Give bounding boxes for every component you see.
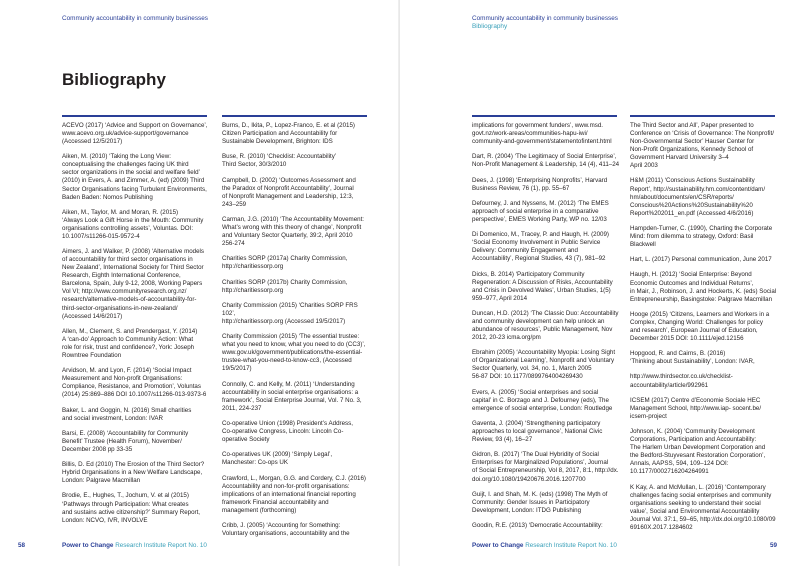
running-header <box>472 15 618 31</box>
reference-entry: H&M (2011) ‘Conscious Actions Sustainability Report’, http://sustainability.hm.com/content/dam/ hm/about/documents/en/CSR/reports/ Conscious%20Actions%20Sustainability%20 Report%202011_en.pdf (Accessed 4/6/2016) <box>630 177 766 217</box>
reference-entry: Haugh, H. (2012) ‘Social Enterprise: Beyond Economic Outcomes and Individual Returns’, in Mair, J., Robinson, J. and Hockerts, K. (eds) Social Entrepreneurship, Basingstoke: Palgrave Macmillan <box>630 271 777 303</box>
reference-entry: Dicks, B. 2014) ‘Participatory Community Regeneration: A Discussion of Risks, Accountability and Crisis in Devolved Wales’, Urban Studies, 1(5) 959–977, April 2014 <box>472 270 613 302</box>
reference-entry: Carman, J.G. (2010) ‘The Accountability Movement: What’s wrong with this theory of change’, Nonprofit and Voluntary Sector Quarterly, 39:2, April 2010 256-274 <box>222 215 365 248</box>
footer-report: Research Institute Report No. 10 <box>115 542 207 549</box>
reference-entry: Arvidson, M. and Lyon, F. (2014) ‘Social Impact Measurement and Non-profit Organisations: Compliance, Resistance, and Promotion’, Voluntas (2014) 25:869–886 DOI 10.1007/s11266-013-9373-6 <box>62 367 207 399</box>
reference-entry: Di Domenico, M., Tracey, P. and Haugh, H. (2009) ‘Social Economy Involvement in Public Service Delivery: Community Engagement and Accountability’, Regional Studies, 43 (7), 981–92 <box>472 231 609 263</box>
reference-entry: Gaventa, J. (2004) ‘Strengthening participatory approaches to local governance’, National Civic Review, 93 (4), 16–27 <box>472 420 603 444</box>
reference-entry: Barsi, E. (2008) ‘Accountability for Community Benefit’ Trustee (Health Forum), November/ December 2008 pp 33-35 <box>62 429 189 453</box>
reference-entry: Charity Commission (2015) ‘The essential trustee: what you need to know, what you need to do (CC3)’, www.gov.uk/government/publications/the-essential- trustee-what-you-need-to-know-cc3, (Accessed 19/5/2017) <box>222 333 366 373</box>
reference-entry: Aiken, M. (2010) ‘Taking the Long View: conceptualising the challenges facing UK third sector organizations in the social and welfare field’ (2010) in Evers, A. and Zimmer, A. (ed) (2009) Third Sector Organisations facing Turbulent Environments, Baden Baden: Nomos Publishing <box>62 153 207 201</box>
title-rule-column-2 <box>222 115 367 117</box>
reference-entry: Baker, L. and Goggin, N. (2016) Small charities and social investment, London: IVAR <box>62 406 192 422</box>
reference-entry: Co-operatives UK (2009) ‘Simply Legal’, Manchester: Co-ops UK <box>222 451 333 467</box>
reference-entry: Defourney, J. and Nyssens, M. (2012) ‘The EMES approach of social enterprise in a comparative perspective’, EMES Working Party, WP no. 12/03 <box>472 199 609 223</box>
reference-entry: Buse, R. (2010) ‘Checklist: Accountability’ Third Sector, 30/3/2010 <box>222 153 337 169</box>
reference-entry: Dees, J. (1998) ‘Enterprising Nonprofits’, Harvard Business Review, 76 (1), pp. 55–67 <box>472 176 608 192</box>
right-page <box>400 0 800 566</box>
running-header-title: Community accountability in community businesses <box>472 15 618 22</box>
reference-entry: ACEVO (2017) ‘Advice and Support on Governance’, www.acevo.org.uk/advice-support/governance (Accessed 12/5/2017) <box>62 122 208 146</box>
reference-entry: http://www.thirdsector.co.uk/checklist- accountability/article/992961 <box>630 373 733 389</box>
reference-entry: Hampden-Turner, C. (1990), Charting the Corporate Mind: from dilemma to strategy, Oxford: Basil Blackwell <box>630 224 773 248</box>
reference-entry: Brodie, E., Hughes, T., Jochum, V. et al (2015) ‘Pathways through Participation: What creates and sustains active citizenship?’ Summary Report, London: NCVO, IVR, INVOLVE <box>62 492 201 524</box>
reference-entry: Guijt, I. and Shah, M. K. (eds) (1998) The Myth of Community: Gender Issues in Participatory Development, London: ITDG Publishing <box>472 490 608 514</box>
running-header <box>62 15 208 23</box>
footer <box>472 542 617 549</box>
reference-entry: implications for government funders’, www.msd. govt.nz/work-areas/communities-hapu-iwi/ community-and-government/statementofintent.html <box>472 122 612 146</box>
reference-entry: Cribb, J. (2005) ‘Accounting for Something: Voluntary organisations, accountability and the <box>222 522 350 538</box>
reference-entry: Crawford, L., Morgan, G.G. and Cordery, C.J. (2016) Accountability and non-for-profit organisations: implications of an international financial reporting framework Financial accountability and management (forthcoming) <box>222 474 366 514</box>
bibliography-column-1 <box>62 122 212 532</box>
reference-entry: Charities SORP (2017a) Charity Commission, http://charitiessorp.org <box>222 255 348 271</box>
footer-brand: Power to Change <box>472 542 524 549</box>
reference-entry: The Third Sector and All’, Paper presented to Conference on ‘Crisis of Governance: The Nonprofit/ Non-Governmental Sector’ Hauser Center for Non-Profit Organizations, Kennedy School of Government Harvard University 3–4 April 2003 <box>630 122 774 170</box>
bibliography-column-2 <box>222 122 372 545</box>
page-number: 58 <box>18 542 26 549</box>
reference-entry: Gidron, B. (2017) ‘The Dual Hybridity of Social Enterprises for Marginalized Populations’, Journal of Social Entrepreneurship, Vol 8, 2017, 8:1, http://dx. doi.org/10.1080/19420676.2016.1207700 <box>472 451 619 483</box>
bibliography-column-4 <box>630 122 782 539</box>
running-header-title: Community accountability in community businesses <box>62 15 208 22</box>
reference-entry: Goodin, R.E. (2013) ‘Democratic Accountability: <box>472 522 603 530</box>
reference-entry: Billis, D. Ed (2010) The Erosion of the Third Sector? Hybrid Organisations in a New Welfare Landscape, London: Palgrave Macmillan <box>62 461 205 485</box>
footer-report: Research Institute Report No. 10 <box>525 542 617 549</box>
reference-entry: Connolly, C. and Kelly, M. (2011) ‘Understanding accountability in social enterprise organisations: a framework’, Social Enterprise Journal, Vol. 7 No. 3, 2011, 224-237 <box>222 380 362 412</box>
title-rule-column-1 <box>62 115 207 117</box>
reference-entry: Johnson, K. (2004) ‘Community Development Corporations, Participation and Accountability: The Harlem Urban Development Corporation and the Bedford-Stuyvesant Restoration Corporation’, Annals, AAPSS, 594, 109–124 DOI: 10.1177/0002716204264991 <box>630 428 766 476</box>
reference-entry: Dart, R. (2004) ‘The Legitimacy of Social Enterprise’, Non-Profit Management & Leadership, 14 (4), 411–24 <box>472 153 620 169</box>
reference-entry: Burns, D., Ikita, P., Lopez-Franco, E. et al (2015) Citizen Participation and Accountability for Sustainable Development, Brighton: IDS <box>222 122 355 146</box>
running-header-section: Bibliography <box>472 23 508 30</box>
reference-entry: Charity Commission (2015) ‘Charities SORP FRS 102’, http://charitiessorp.org (Accessed 19/5/2017) <box>222 301 358 326</box>
footer-brand: Power to Change <box>62 542 114 549</box>
reference-entry: Ebrahim (2005) ‘Accountability Myopia: Losing Sight of Organizational Learning’, Nonprofit and Voluntary Sector Quarterly, vol. 34, no. 1, March 2005 56-87 DOI: 10.1177/0899764004269430 <box>472 349 616 381</box>
reference-entry: K Kay, A. and McMullan, L. (2016) ‘Contemporary challenges facing social enterprises and community organisations seeking to understand their social value’, Social and Environmental Accountability Journal Vol. 37:1, 59–65, http://dx.doi.org/10.1080/09 69160X.2017.1284602 <box>630 483 776 531</box>
title-rule-column-2 <box>630 115 775 117</box>
reference-entry: Hopgood, R. and Cairns, B. (2016) ‘Thinking about Sustainability’, London: IVAR, <box>630 350 755 366</box>
page-title: Bibliography <box>62 70 166 89</box>
page-number: 59 <box>770 542 778 549</box>
reference-entry: Hooge (2015) ‘Citizens, Learners and Workers in a Complex, Changing World: Challenges for policy and research’, European Journal of Education, December 2015 DOI: 10.1111/ejed.12156 <box>630 310 770 342</box>
reference-entry: ICSEM (2017) Centre d’Economie Sociale HEC Management School, http://www.iap- socent.be/ icsem-project <box>630 396 762 420</box>
reference-entry: Campbell, D. (2002) ‘Outcomes Assessment and the Paradox of Nonprofit Accountability’, Journal of Nonprofit Management and Leadership, 12:3, 243–259 <box>222 176 356 208</box>
reference-entry: Charities SORP (2017b) Charity Commission, http://charitiessorp.org <box>222 278 348 294</box>
reference-entry: Aimers, J. and Walker, P. (2008) ‘Alternative models of accountability for third sector organisations in New Zealand’, International Society for Third Sector Research, Eighth International Conference, Barcelona, Spain, July 9-12, 2008, Working Papers Vol VI; http://www.communityresearch.org.nz/ research/alternative-models-of-accountability-for- third-sector-organisations-in-new-zealand/ (Accessed 14/6/2017) <box>62 248 205 320</box>
reference-entry: Duncan, H.D. (2012) ‘The Classic Duo: Accountability and community development can help unlock an abundance of resources’, Public Management, Nov 2012, 20-23 icma.org/pm <box>472 309 619 342</box>
reference-entry: Aiken, M., Taylor, M. and Moran, R. (2015) ‘Always Look a Gift Horse in the Mouth: Community organisations controlling assets’, Voluntas. DOI: 10.1007/s11266-015-9572-4 <box>62 208 204 240</box>
reference-entry: Evers, A. (2005) ‘Social enterprises and social capital’ in C. Borzago and J. Defourney (eds), The emergence of social enterprise, London: Routledge <box>472 388 613 412</box>
reference-entry: Hart, L. (2017) Personal communication, June 2017 <box>630 256 772 264</box>
title-rule-column-1 <box>472 115 617 117</box>
footer <box>62 542 207 549</box>
bibliography-column-3 <box>472 122 622 537</box>
reference-entry: Co-operative Union (1998) President’s Address, Co-operative Congress, Lincoln: Lincoln Co- operative Society <box>222 420 353 444</box>
reference-entry: Allen, M., Clement, S. and Prendergast, Y. (2014) A ‘can-do’ Approach to Community Action: What role for risk, trust and confidence?, York: Joseph Rowntree Foundation <box>62 327 198 359</box>
